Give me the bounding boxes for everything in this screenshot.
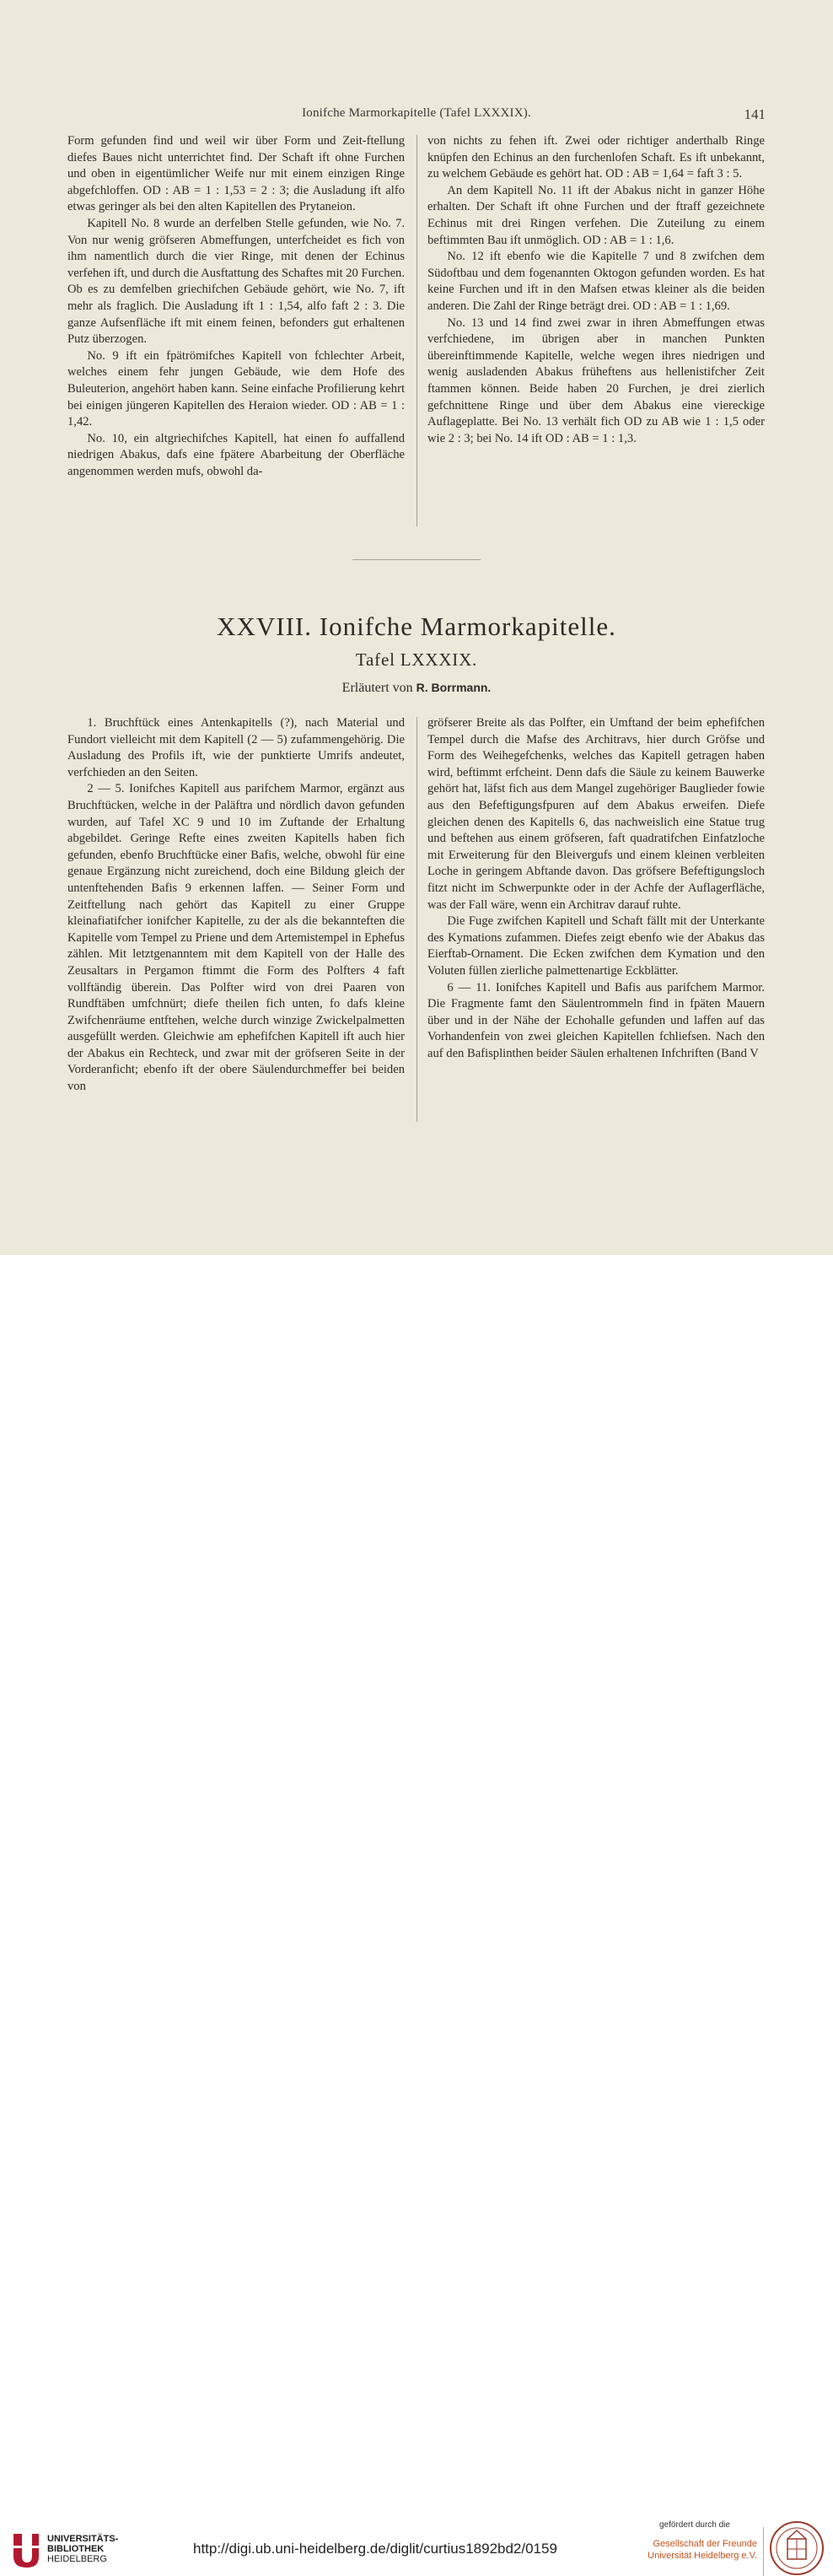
column-bottom-right	[427, 715, 765, 1062]
paragraph: Kapitell No. 8 wurde an derfelben Stelle gefunden, wie No. 7. Von nur wenig gröfseren Abmeffungen, unterfcheidet es fich von ihm namentlich durch die vier Ringe, mit denen der Echinus verfehen ift, und durch die Ausftattung des Schaftes mit 20 Furchen. Ob es zu demfelben griechifchen Gebäude gehört, wie No. 7, ift mehr als fraglich. Die Ausladung ift 1 : 1,54, alfo faft 2 : 3. Die ganze Aufsenfläche ift mit einem feinen, befonders gut erhaltenen Putz überzogen.	[67, 216, 405, 347]
society-name[interactable]	[634, 2538, 757, 2562]
paragraph: Form gefunden find und weil wir über Form und Zeit-ftellung diefes Baues nicht unterrichtet find. Der Schaft ift ohne Furchen und oben in eigentümlicher Weife nur mit einem einzigen Ringe abgefchloffen. OD : AB = 1 : 1,53 = 2 : 3; die Ausladung ift alfo etwas geringer als bei den alten Kapitellen des Prytaneion.	[67, 134, 405, 214]
society-line: Gesellschaft der Freunde	[653, 2539, 757, 2549]
paragraph: von nichts zu fehen ift. Zwei oder richtiger anderthalb Ringe knüpfen den Echinus an den furchenlofen Schaft. Es ift unbekannt, zu welchem Gebäude es gehört hat. OD : AB = 1,64 = faft 3 : 5.	[427, 134, 765, 181]
digitization-footer	[0, 1255, 833, 2564]
explained-by-label: Erläutert von	[341, 681, 413, 695]
paragraph: No. 12 ift ebenfo wie die Kapitelle 7 und 8 zwifchen dem Südoftbau und dem fogenannten Oktogon gefunden worden. Es hat keine Furchen und ift in den Mafsen etwas kleiner als die beiden anderen. Die Zahl der Ringe beträgt drei. OD : AB = 1 : 1,69.	[427, 250, 765, 313]
plate-label: Tafel LXXXIX.	[355, 649, 478, 670]
paragraph: An dem Kapitell No. 11 ift der Abakus nicht in ganzer Höhe erhalten. Der Schaft ift ohne Furchen und der ftraff gezeichnete Echinus mit drei Ringen verfehen. Die Zuteilung zu einem beftimmten Bau ift unmöglich. OD : AB = 1 : 1,6.	[427, 183, 765, 247]
paragraph: Die Fuge zwifchen Kapitell und Schaft fällt mit der Unterkante des Kymations zufammen. Diefes zeigt ebenfo wie der Abakus das Eierftab-Ornament. Die Ecken zwifchen dem Kymation und den Voluten füllen zierliche palmettenartige Eckblätter.	[427, 914, 765, 978]
section-separator	[352, 559, 481, 560]
column-divider	[416, 135, 417, 526]
society-line: Universität Heidelberg e.V.	[648, 2551, 757, 2561]
funded-by-label: gefördert durch die	[659, 2520, 730, 2530]
library-name	[47, 2534, 118, 2564]
page-number: 141	[744, 106, 766, 122]
permalink-url[interactable]: http://digi.ub.uni-heidelberg.de/diglit/curtius1892bd2/0159	[193, 2541, 557, 2557]
column-divider	[416, 717, 417, 1122]
university-seal-icon	[769, 2520, 825, 2576]
library-city: HEIDELBERG	[47, 2554, 107, 2564]
paragraph: 6 — 11. Ionifches Kapitell und Bafis aus parifchem Marmor. Die Fragmente famt den Säulentrommeln find in fpäten Mauern über und in der Nähe der Echohalle gefunden und laffen auf das Vorhandenfein von zwei gleichen Kapitellen fchliefsen. Nach den auf den Bafisplinthen beider Säulen erhaltenen Infchriften (Band V	[427, 980, 765, 1060]
paragraph: No. 9 ift ein fpätrömifches Kapitell von fchlechter Arbeit, welches einem fehr jungen Gebäude, wie dem Hofe des Buleuterion, angehört haben kann. Seine einfache Profilierung kehrt bei einigen jüngeren Kapitellen des Heraion wieder. OD : AB = 1 : 1,42.	[67, 348, 405, 429]
paragraph: 1. Bruchftück eines Antenkapitells (?), nach Material und Fundort vielleicht mit dem Kapitell (2 — 5) zufammengehörig. Die Ausladung des Profils ift, wie der punktierte Umrifs andeutet, verfchieden an den Seiten.	[67, 716, 405, 779]
paragraph: No. 10, ein altgriechifches Kapitell, hat einen fo auffallend niedrigen Abakus, dafs eine fpätere Abarbeitung der Oberfläche angenommen werden mufs, obwohl da-	[67, 431, 405, 478]
author-name: R. Borrmann.	[416, 681, 492, 694]
running-title: Ionifche Marmorkapitelle (Tafel LXXXIX).	[302, 106, 531, 120]
footer-divider	[763, 2527, 764, 2576]
explained-by-line	[67, 681, 766, 696]
paragraph: 2 — 5. Ionifches Kapitell aus parifchem Marmor, ergänzt aus Bruchftücken, welche in der Paläftra und nördlich davon gefunden wurden, auf Tafel XC 9 und 10 im Zuftande der Erhaltung abgebildet. Geringe Refte eines zweiten Kapitells haben fich gefunden, ebenfo Bruchftücke einer Bafis, welche, obwohl für eine genaue Ergänzung nicht zureichend, doch eine Bildung gleich der untenftehenden Bafis 9 erkennen laffen. — Seiner Form und Zeitftellung nach gehört das Kapitell zu einer Gruppe kleinafiatifcher ionifcher Kapitelle, zu der als die bekannteften die Kapitelle vom Tempel zu Priene und dem Artemistempel in Ephefus zählen. Mit letztgenanntem mit dem Kapitell von der Halle des Zeusaltars in Pergamon ftimmt die Form des Polfters 4 faft vollftändig überein. Das Polfter wird von drei Paaren von Rundftäben umfchnürt; diefe theilen fich unten, fo dafs kleine Zwifchenräume entftehen, welche durch winzige Zwickelpalmetten ausgefüllt werden. Gleichwie am ephefifchen Kapitell ift auch hier der Abakus ein Rechteck, und zwar mit der gröfseren Seite in der Vorderanficht; ebenfo ift der obere Säulendurchmeffer bei beiden von	[67, 782, 405, 1094]
column-top-left	[67, 133, 405, 480]
column-bottom-left	[67, 715, 405, 1096]
library-line: UNIVERSITÄTS-	[47, 2534, 119, 2544]
ub-heidelberg-logo-icon[interactable]	[8, 2530, 42, 2569]
running-head	[67, 106, 766, 125]
library-line: BIBLIOTHEK	[47, 2544, 105, 2554]
section-heading: XXVIII. Ionifche Marmorkapitelle.	[217, 612, 616, 641]
column-top-right	[427, 133, 765, 447]
paragraph: No. 13 und 14 find zwei zwar in ihren Abmeffungen etwas verfchiedene, im übrigen aber in manchen Punkten übereinftimmende Kapitelle, welche wegen ihres niedrigen und wenig ausladenden Abakus früheftens aus hellenistifcher Zeit ftammen können. Beide haben 20 Furchen, je drei zierlich gefchnittene Ringe und über dem Abakus eine viereckige Auflageplatte. Bei No. 13 verhält fich OD zu AB wie 1 : 1,5 oder wie 2 : 3; bei No. 14 ift OD : AB = 1 : 1,3.	[427, 315, 765, 445]
paragraph: gröfserer Breite als das Polfter, ein Umftand der beim ephefifchen Tempel durch die Mafse des Architravs, hier durch Gröfse und Form des Weihegefchenks, welches das Kapitell getragen haben wird, beftimmt erfcheint. Denn dafs die Säule zu keinem Bauwerke gehört hat, läfst fich aus dem Mangel zugehöriger Bauglieder fowie aus den Befeftigungsfpuren auf dem Abakus erweifen. Diefe gleichen denen des Kapitells 6, das nachweislich eine Statue trug und beftehen aus einem gröfseren, faft quadratifchen Einfatzloche mit Erweiterung für den Bleivergufs und einem kleinen verbleiten Loche in geringem Abftande davon. Das gröfsere Befeftigungsloch fitzt nicht im Schwerpunkte oder in der Achfe der Auflagerfläche, was der Fall wäre, wenn ein Architrav darauf ruhte.	[427, 716, 765, 912]
scanned-page	[0, 0, 833, 1255]
